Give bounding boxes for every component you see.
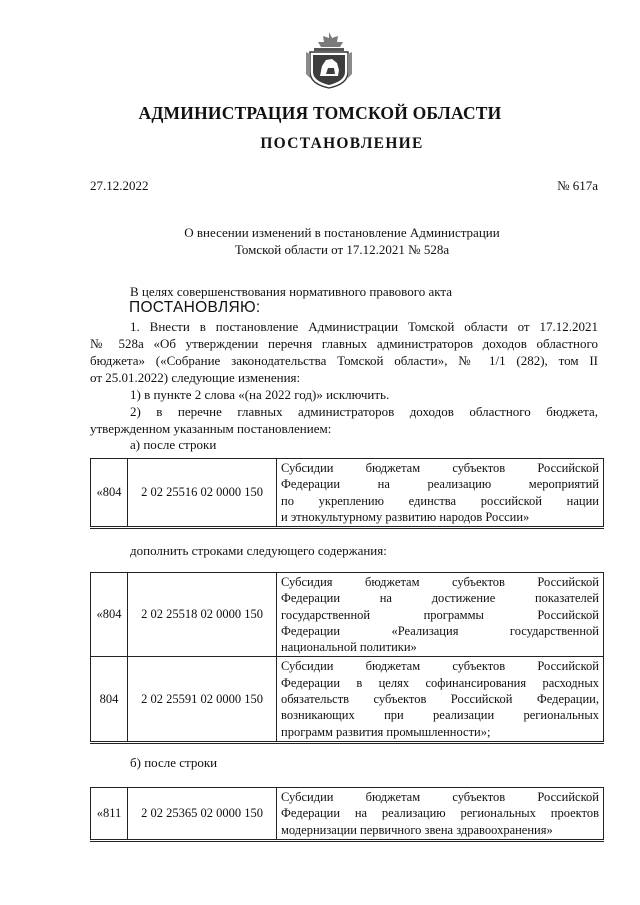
item-1: 1) в пункте 2 слова «(на 2022 год)» исключить. [130,387,390,402]
intro-text: В целях совершенствования нормативного правового акта [130,284,453,299]
subject-line: О внесении изменений в постановление Администрации [184,225,500,240]
row-kbk: 2 02 25591 02 0000 150 [128,657,277,742]
table-added-rows [90,572,604,744]
description-line: Субсидия бюджетам субъектов Российской [281,575,599,589]
row-kbk: 2 02 25518 02 0000 150 [128,573,277,657]
table-row [91,657,604,742]
postanovlyayu-heading: ПОСТАНОВЛЯЮ: [129,299,261,316]
description-line: Федерации «Реализация государственной [281,623,599,638]
row-code: 804 [91,657,128,742]
description-line: Федерации на достижение показателей [281,591,599,606]
row-code: «804 [91,459,128,528]
description-line: возникающих при реализации региональных [281,708,599,723]
description-line: модернизации первичного звена здравоохранения» [281,822,553,837]
description-line: Федерации на реализацию мероприятий [281,477,599,492]
row-code: «804 [91,573,128,657]
table-row [91,459,604,528]
row-description [277,657,604,742]
document-type: ПОСТАНОВЛЕНИЕ [260,135,424,152]
description-line: по укреплению единства российской нации [281,493,599,508]
description-line: Федерации на реализацию региональных проектов [281,806,599,821]
row-code: «811 [91,788,128,841]
description-line: программ развития промышленности»; [281,724,491,739]
item-2-line: утвержденном указанным постановлением: [90,421,332,436]
paragraph-line: 1. Внести в постановление Администрации Томской области от 17.12.2021 [130,319,598,334]
description-line: Субсидии бюджетам субъектов Российской [281,659,599,674]
description-line: обязательств субъектов Российской Федерации, [281,692,599,707]
paragraph-line: № 528а «Об утверждении перечня главных администраторов доходов областного [90,336,598,351]
table-row [91,788,604,841]
paragraph-line: бюджета» («Собрание законодательства Томской области», № 1/1 (282), том II [90,353,598,368]
description-line: национальной политики» [281,640,417,655]
subject-line: Томской области от 17.12.2021 № 528а [234,242,450,257]
row-description [277,459,604,528]
document-date: 27.12.2022 [90,178,149,193]
row-kbk: 2 02 25365 02 0000 150 [128,788,277,841]
add-rows-text: дополнить строками следующего содержания: [130,543,387,558]
description-line: и этнокультурному развитию народов России» [281,509,530,524]
coat-of-arms-icon [304,30,354,90]
table-after-row-b [90,787,604,842]
description-line: государственной программы Российской [281,607,599,622]
item-b: б) после строки [130,755,218,770]
row-description [277,788,604,841]
description-line: Федерации в целях софинансирования расходных [281,675,599,690]
document-subject [100,224,584,258]
item-a: а) после строки [130,437,217,452]
row-description [277,573,604,657]
document-number: № 617а [557,178,598,193]
description-line: Субсидии бюджетам субъектов Российской [281,790,599,804]
row-kbk: 2 02 25516 02 0000 150 [128,459,277,528]
description-line: Субсидии бюджетам субъектов Российской [281,461,599,475]
table-row [91,573,604,657]
table-after-row-a [90,458,604,529]
organization-name: АДМИНИСТРАЦИЯ ТОМСКОЙ ОБЛАСТИ [138,103,502,123]
paragraph-line: от 25.01.2022) следующие изменения: [90,370,301,385]
item-2-line: 2) в перечне главных администраторов доходов областного бюджета, [130,404,598,419]
